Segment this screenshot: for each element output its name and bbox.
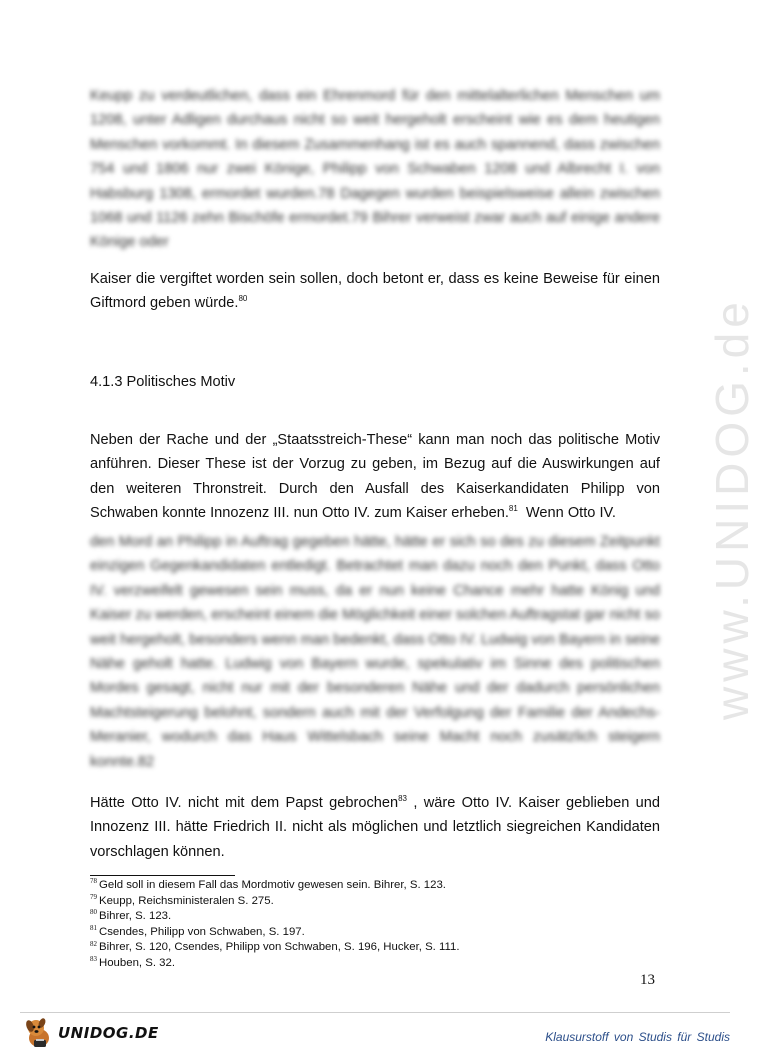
paragraph-text: Neben der Rache und der „Staatsstreich-These“ kann man noch das politische Motiv anführen. Dieser These ist der Vorzug zu geben, im Bezug auf die Auswirkungen auf den weiteren Thronstreit. Durch den Ausfall des Kaiserkandidaten Philipp von Schwaben konnte Innozenz III. nun Otto IV. zum Kaiser erheben. <box>90 432 660 522</box>
footnote-ref[interactable]: 83 <box>398 794 408 804</box>
paragraph-politisches-motiv <box>90 428 660 526</box>
paragraph-text: Hätte Otto IV. nicht mit dem Papst gebrochen <box>90 795 399 811</box>
footnote-item <box>90 925 660 941</box>
footnote-number: 79 <box>90 892 97 901</box>
footnote-number: 81 <box>90 923 97 932</box>
site-logo[interactable] <box>22 1013 162 1053</box>
footnote-number: 78 <box>90 877 97 886</box>
footnote-text: Bihrer, S. 123. <box>99 910 172 923</box>
footnote-text: Keupp, Reichsministeralen S. 275. <box>99 894 274 907</box>
footnote-number: 83 <box>90 955 97 964</box>
paragraph-text-tail: Wenn Otto IV. <box>517 505 616 522</box>
page-number: 13 <box>640 972 655 988</box>
paragraph-otto <box>90 791 660 864</box>
footnote-number: 82 <box>90 939 97 948</box>
footnote-text: Geld soll in diesem Fall das Mordmotiv gewesen sein. Bihrer, S. 123. <box>99 879 446 891</box>
footnote-number: 80 <box>90 908 97 917</box>
blurred-paragraph-top: Keupp zu verdeutlichen, dass ein Ehrenmord für den mittelalterlichen Menschen um 1208, unter Adligen durchaus nicht so weit hergeholt erscheint wie es dem heutigen Menschen vorkommt. In diesem Zusammenhang ist es auch spannend, dass zwischen 754 und 1806 nur zwei Könige, Philipp von Schwaben 1208 und Albrecht I. von Habsburg 1308, ermordet wurden.78 Dagegen wurden beispielsweise allein zwischen 1068 und 1126 zehn Bischöfe ermordet.79 Bihrer verweist zwar auch auf einige andere Könige oder <box>90 88 660 251</box>
footnote-list <box>90 878 660 972</box>
footnote-text: Csendes, Philipp von Schwaben, S. 197. <box>99 925 305 938</box>
footnote-ref[interactable]: 80 <box>238 294 248 304</box>
footnote-divider <box>90 875 235 876</box>
footer-tagline: Klausurstoff von Studis für Studis <box>545 1030 730 1044</box>
footnote-ref[interactable]: 81 <box>508 504 518 514</box>
footnote-item <box>90 956 660 972</box>
footnote-item <box>90 940 660 956</box>
paragraph-giftmord <box>90 267 660 316</box>
footnote-text: Houben, S. 32. <box>99 956 175 969</box>
logo-text: UNIDOG.DE <box>58 1024 159 1042</box>
footnote-text: Bihrer, S. 120, Csendes, Philipp von Schwaben, S. 196, Hucker, S. 111. <box>99 941 460 954</box>
paragraph-text: Kaiser die vergiftet worden sein sollen, doch betont er, dass es keine Beweise für einen Giftmord geben würde. <box>90 271 660 312</box>
paragraph-text: , wäre Otto IV. Kaiser geblieben und Innozenz III. hätte Friedrich II. nicht als möglichen und letztlich siegreichen Kandidaten vorschlagen können. <box>90 795 660 860</box>
section-heading: 4.1.3 Politisches Motiv <box>90 374 236 390</box>
footnote-item <box>90 909 660 925</box>
watermark: www.UNIDOG.de <box>706 297 758 720</box>
dog-mascot-icon <box>22 1016 56 1050</box>
footnote-item <box>90 894 660 910</box>
blurred-paragraph-middle: den Mord an Philipp in Auftrag gegeben hätte, hätte er sich so des zu diesem Zeitpunkt einzigen Gegenkandidaten entledigt. Betrachtet man dazu noch den Punkt, dass Otto IV. verzweifelt gewesen sein muss, da er nun keine Chance mehr hatte König und Kaiser zu werden, erscheint einem die Möglichkeit einer solchen Auftragstat gar nicht so weit hergeholt, besonders wenn man bedenkt, dass Otto IV. Ludwig von Bayern in seine Nähe geholt hatte. Ludwig von Bayern wurde, spekulativ im Sinne des politischen Mordes gesagt, nicht nur mit der besonderen Nähe und der dadurch persönlichen Machtsteigerung belohnt, sondern auch mit der Verfolgung der Familie der Andechs-Meranier, wodurch das Haus Wittelsbach seine Macht noch zusätzlich steigern konnte.82 <box>90 534 660 770</box>
footnote-item <box>90 878 660 894</box>
